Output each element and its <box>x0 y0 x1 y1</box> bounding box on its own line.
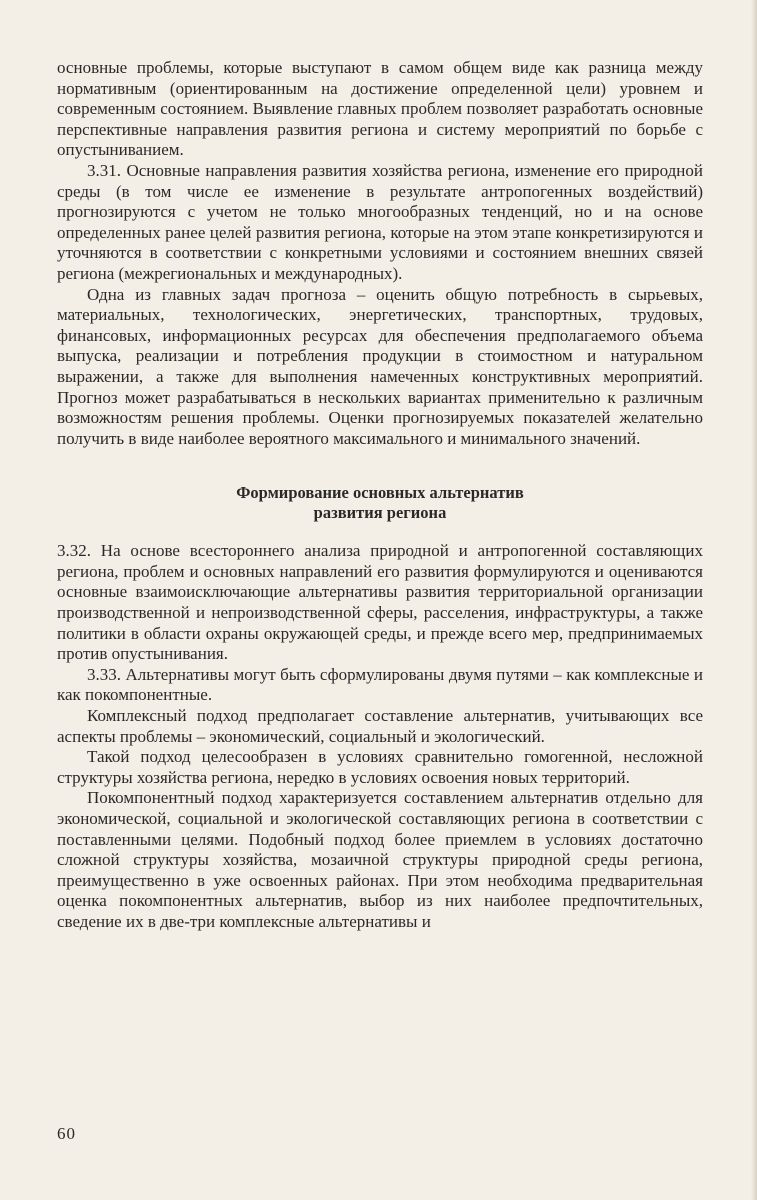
paragraph-problems: основные проблемы, которые выступают в самом общем виде как разница между нормативным (ориентированным на достижение определенной цели) уровнем и современным состоянием. Выявление главных проблем позволяет разработать основные перспективные направления развития региона и систему мероприятий по борьбе с опустыниванием. <box>57 58 703 160</box>
paragraph-3-33: 3.33. Альтернативы могут быть сформулированы двумя путями – как комплексные и как покомпонентные. <box>57 664 703 705</box>
paragraph-3-31: 3.31. Основные направления развития хозяйства региона, изменение его природной среды (в том числе ее изменение в результате антропогенных воздействий) прогнозируются с учетом не только многообразных тенденций, но и на основе определенных ранее целей развития региона, которые на этом этапе конкретизируются и уточняются в соответствии с конкретными условиями и состоянием внешних связей региона (межрегиональных и международных). <box>57 160 703 283</box>
section-heading <box>57 483 703 523</box>
page-body <box>57 58 703 933</box>
text-block-before <box>57 58 703 449</box>
paragraph-homogeneous: Такой подход целесообразен в условиях сравнительно гомогенной, несложной структуры хозяйства региона, нередко в условиях освоения новых территорий. <box>57 747 703 787</box>
paragraph-forecast-task: Одна из главных задач прогноза – оценить общую потребность в сырьевых, материальных, технологических, энергетических, транспортных, трудовых, финансовых, информационных ресурсах для обеспечения предполагаемого объема выпуска, реализации и потребления продукции в стоимостном и натуральном выражении, а также для выполнения намеченных конструктивных мероприятий. Прогноз может разрабатываться в нескольких вариантах применительно к различным возможностям решения проблемы. Оценки прогнозируемых показателей желательно получить в виде наиболее вероятного максимального и минимального значений. <box>57 284 703 448</box>
text-block-after <box>57 541 703 932</box>
paragraph-complex-approach: Комплексный подход предполагает составление альтернатив, учитывающих все аспекты проблемы – экономический, социальный и экологический. <box>57 706 703 746</box>
paragraph-3-32: 3.32. На основе всестороннего анализа природной и антропогенной составляющих региона, проблем и основных направлений его развития формулируются и оцениваются основные взаимоисключающие альтернативы развития территориальной организации производственной и непроизводственной сферы, расселения, инфраструктуры, а также политики в области охраны окружающей среды, и прежде всего мер, предпринимаемых против опустынивания. <box>57 541 703 664</box>
section-heading-line-2: развития региона <box>313 503 447 523</box>
page-edge-shadow <box>751 0 757 1200</box>
paragraph-component-approach: Покомпонентный подход характеризуется составлением альтернатив отдельно для экономической, социальной и экологической составляющих региона в соответствии с поставленными целями. Подобный подход более приемлем в условиях достаточно сложной структуры хозяйства, мозаичной структуры природной среды региона, преимущественно в уже освоенных районах. При этом необходима предварительная оценка покомпонентных альтернатив, выбор из них наиболее предпочтительных, сведение их в две-три комплексные альтернативы и <box>57 788 703 931</box>
page-number: 60 <box>57 1124 76 1143</box>
section-heading-line-1: Формирование основных альтернатив <box>236 483 524 503</box>
